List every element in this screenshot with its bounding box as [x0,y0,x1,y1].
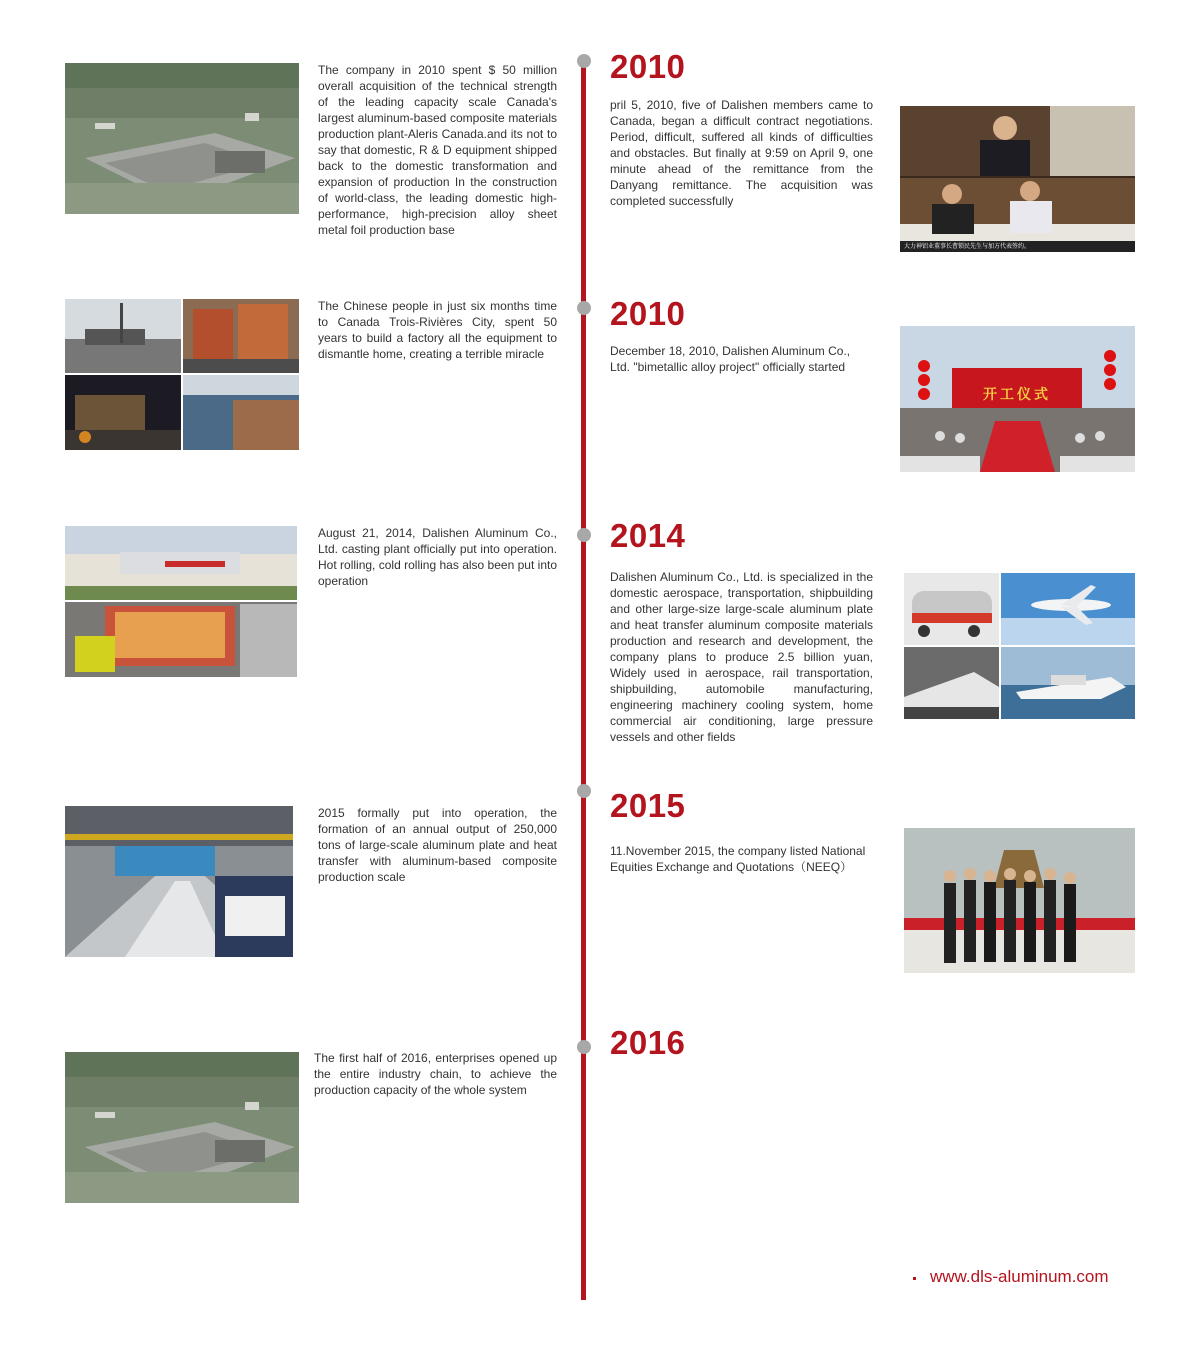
photo-caption: 大力神铝业董事长曹锁民先生与加方代表签约。 [904,244,1031,250]
timeline-dot [577,528,591,542]
timeline-dot [577,301,591,315]
year-label: 2014 [610,517,686,554]
timeline-line [581,62,586,1300]
collage-tile [183,375,299,450]
timeline-dot [577,54,591,68]
website-link[interactable]: www.dls-aluminum.com [930,1267,1109,1286]
entry-2010a-left-text: The company in 2010 spent $ 50 million overall acquisition of the technical strength of the leading capacity scale Canada's largest aluminum-based composite materials production plant-Aleris Canada.and its not to say that domestic, R & D equipment shipped back to the domestic transformation and expansion of production In the construction of world-class, the leading domestic high-performance, high-precision alloy sheet metal foil production base [318,63,557,237]
yacht-image [1001,647,1135,719]
signing-ceremony-photo [900,106,1135,252]
entry-2014-right-text: Dalishen Aluminum Co., Ltd. is specialized in the domestic aerospace, transportation, shipbuilding and other large-size large-scale aluminum plate and heat transfer aluminum composite materials production and research and development, the company plans to produce 2.5 billion yuan, Widely used in aerospace, rail transportation, shipbuilding, automobile manufacturing, engineering machinery cooling system, home commercial air conditioning, large pressure vessels and other fields [610,570,873,744]
tanker-truck-image [904,573,999,645]
collage-tile [65,375,181,450]
entry-2016-left-text: The first half of 2016, enterprises opened up the entire industry chain, to achieve the production capacity of the whole system [314,1051,557,1097]
timeline-dot [577,784,591,798]
entry-2010a-right-text: pril 5, 2010, five of Dalishen members came to Canada, began a difficult contract negotiations. Period, difficult, suffered all kinds of difficulties and obstacles. But finally at 9:59 on April 9, one minute ahead of the remittance from the Danyang remittance. The acquisition was completed successfully [610,98,873,208]
url-bullet [913,1277,916,1280]
year-label: 2015 [610,787,686,824]
equipment-shipping-collage [65,299,299,450]
entry-2015-right-text: 11.November 2015, the company listed National Equities Exchange and Quotations（NEEQ） [610,844,866,874]
casting-plant-collage [65,526,297,677]
year-label: 2010 [610,295,686,332]
entry-2014-left-text: August 21, 2014, Dalishen Aluminum Co., Ltd. casting plant officially put into operation. Hot rolling, cold rolling has also been put into operation [318,526,557,588]
production-line-photo [65,806,293,957]
aerial-plant-photo [65,63,299,214]
timeline-dot [577,1040,591,1054]
neeq-listing-photo [904,828,1135,973]
ceremony-banner-text: 开工仪式 [983,386,1051,402]
aerial-plant-photo-2016 [65,1052,299,1203]
entry-2010b-left-text: The Chinese people in just six months time to Canada Trois-Rivières City, spent 50 years to build a factory all the equipment to dismantle home, creating a terrible miracle [318,299,557,361]
entry-2015-left-text: 2015 formally put into operation, the formation of an annual output of 250,000 tons of large-scale aluminum plate and heat transfer with aluminum-based composite production scale [318,806,557,884]
collage-tile [65,299,181,373]
groundbreaking-ceremony-photo [900,326,1135,472]
airplane-image [1001,573,1135,645]
applications-collage [904,573,1135,719]
collage-tile [183,299,299,373]
high-speed-train-image [904,647,999,719]
entry-2010b-right-text: December 18, 2010, Dalishen Aluminum Co., Ltd. "bimetallic alloy project" officially started [610,344,851,374]
year-label: 2010 [610,48,686,85]
year-label: 2016 [610,1024,686,1061]
